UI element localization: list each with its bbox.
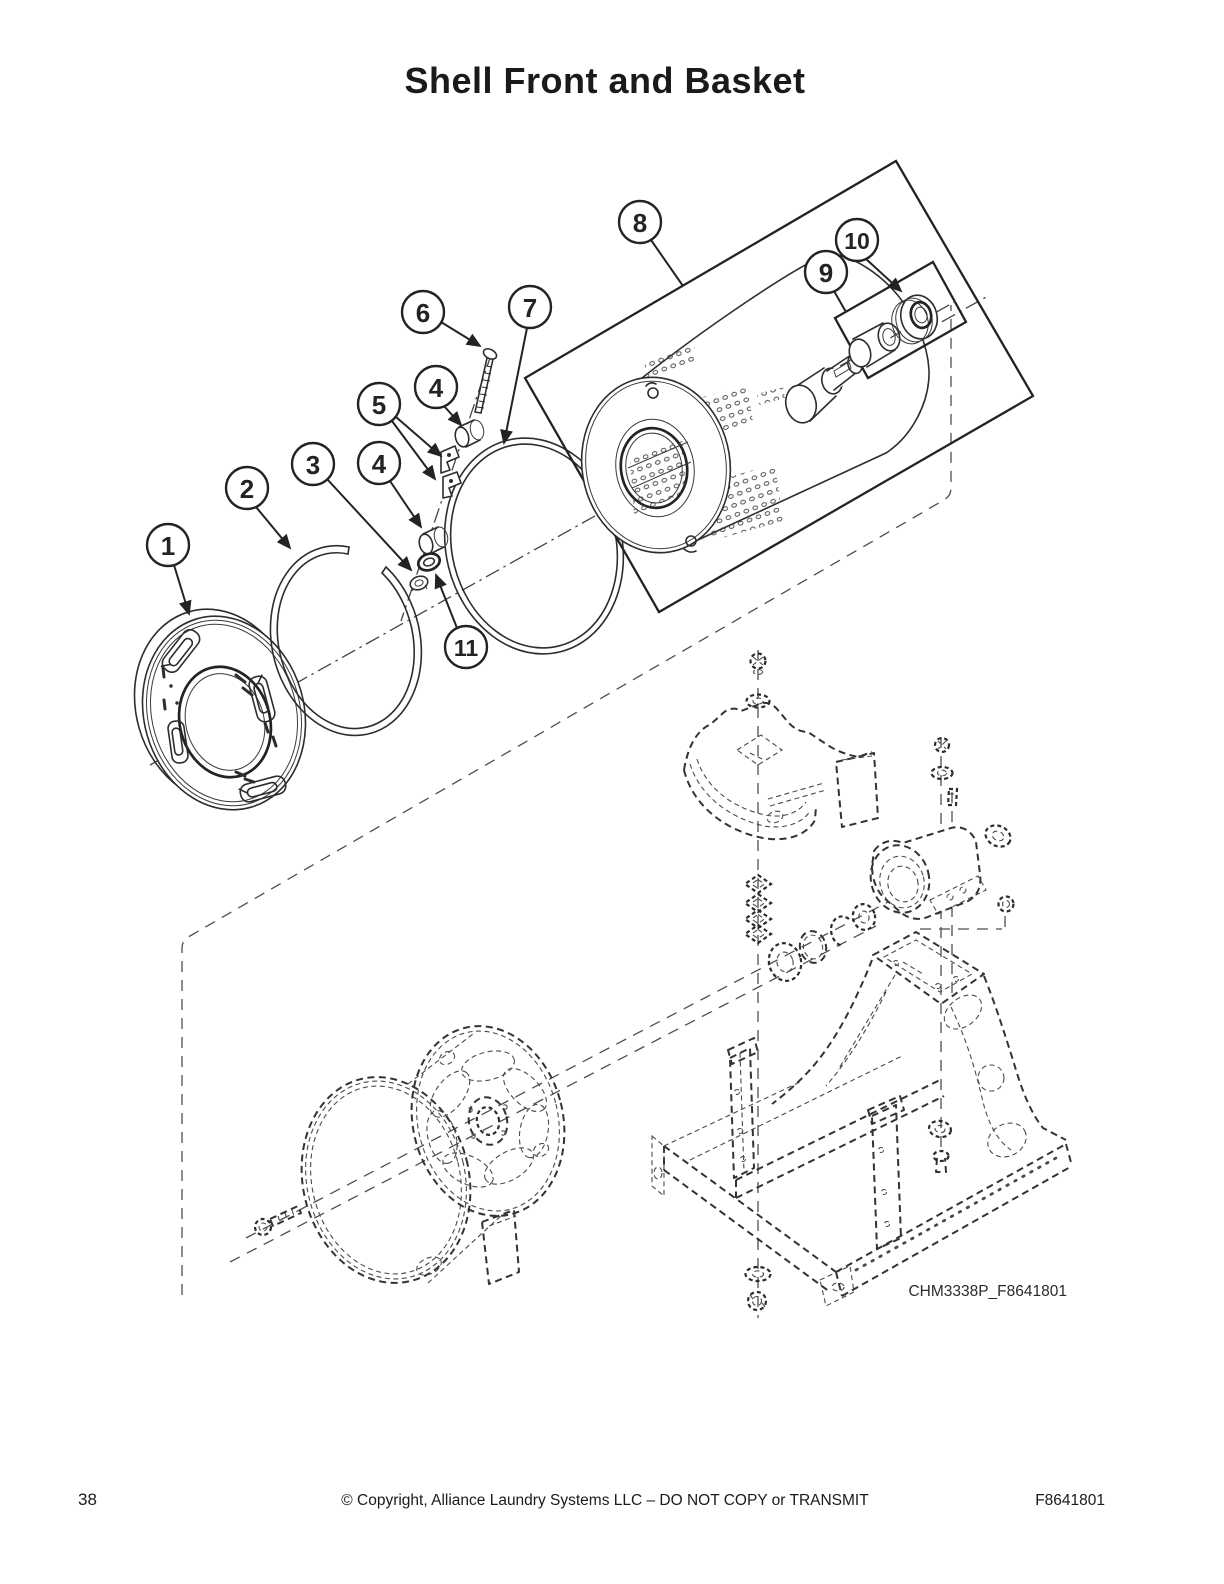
basket-drum-part [569,253,929,563]
svg-text:1: 1 [160,531,176,561]
housing-nut [999,897,1014,912]
svg-text:11: 11 [453,635,479,661]
frame-tooth-washer [928,1119,952,1139]
base-frame-part [652,932,1072,1306]
housing-washer [932,767,953,779]
frame-nut [748,1292,766,1310]
svg-text:4: 4 [371,449,387,479]
svg-text:8: 8 [632,208,648,238]
housing-star-washer [982,821,1014,850]
page-title: Shell Front and Basket [404,60,806,101]
svg-text:5: 5 [371,390,387,420]
svg-text:10: 10 [844,228,870,254]
svg-text:9: 9 [818,258,834,288]
svg-text:3: 3 [305,450,321,480]
bearing-seal-rings [765,902,878,985]
svg-text:2: 2 [239,474,255,504]
callout-6 [402,291,444,333]
callout-8 [619,201,661,243]
mounting-screw-part [475,347,498,413]
svg-text:7: 7 [522,293,538,323]
shell-front-part [112,590,328,830]
callout-3 [292,443,334,485]
pulley-bolt [255,1206,301,1235]
callout-5 [358,383,400,425]
callout-11 [445,626,487,668]
copyright-notice: © Copyright, Alliance Laundry Systems LLC – DO NOT COPY or TRANSMIT [341,1492,869,1509]
bearing-housing-part [864,827,986,919]
callout-4-lower [358,442,400,484]
drive-pulley-part [280,1010,584,1301]
callout-2 [226,467,268,509]
svg-text:6: 6 [415,298,431,328]
lock-washer-part [416,551,442,574]
document-number: F8641801 [1035,1492,1105,1509]
callout-1 [147,524,189,566]
callout-10 [836,219,878,261]
callout-9 [805,251,847,293]
callout-4-upper [415,366,457,408]
lower-assembly-axis-lines [230,650,1005,1318]
callout-7 [509,286,551,328]
frame-bolt [934,1151,949,1172]
mounting-cover-part [684,703,878,839]
figure-code-label: CHM3338P_F8641801 [908,1283,1067,1300]
page-number: 38 [78,1490,97,1509]
svg-text:4: 4 [428,373,444,403]
page-footer [0,1490,1224,1520]
housing-bolt [935,738,949,752]
